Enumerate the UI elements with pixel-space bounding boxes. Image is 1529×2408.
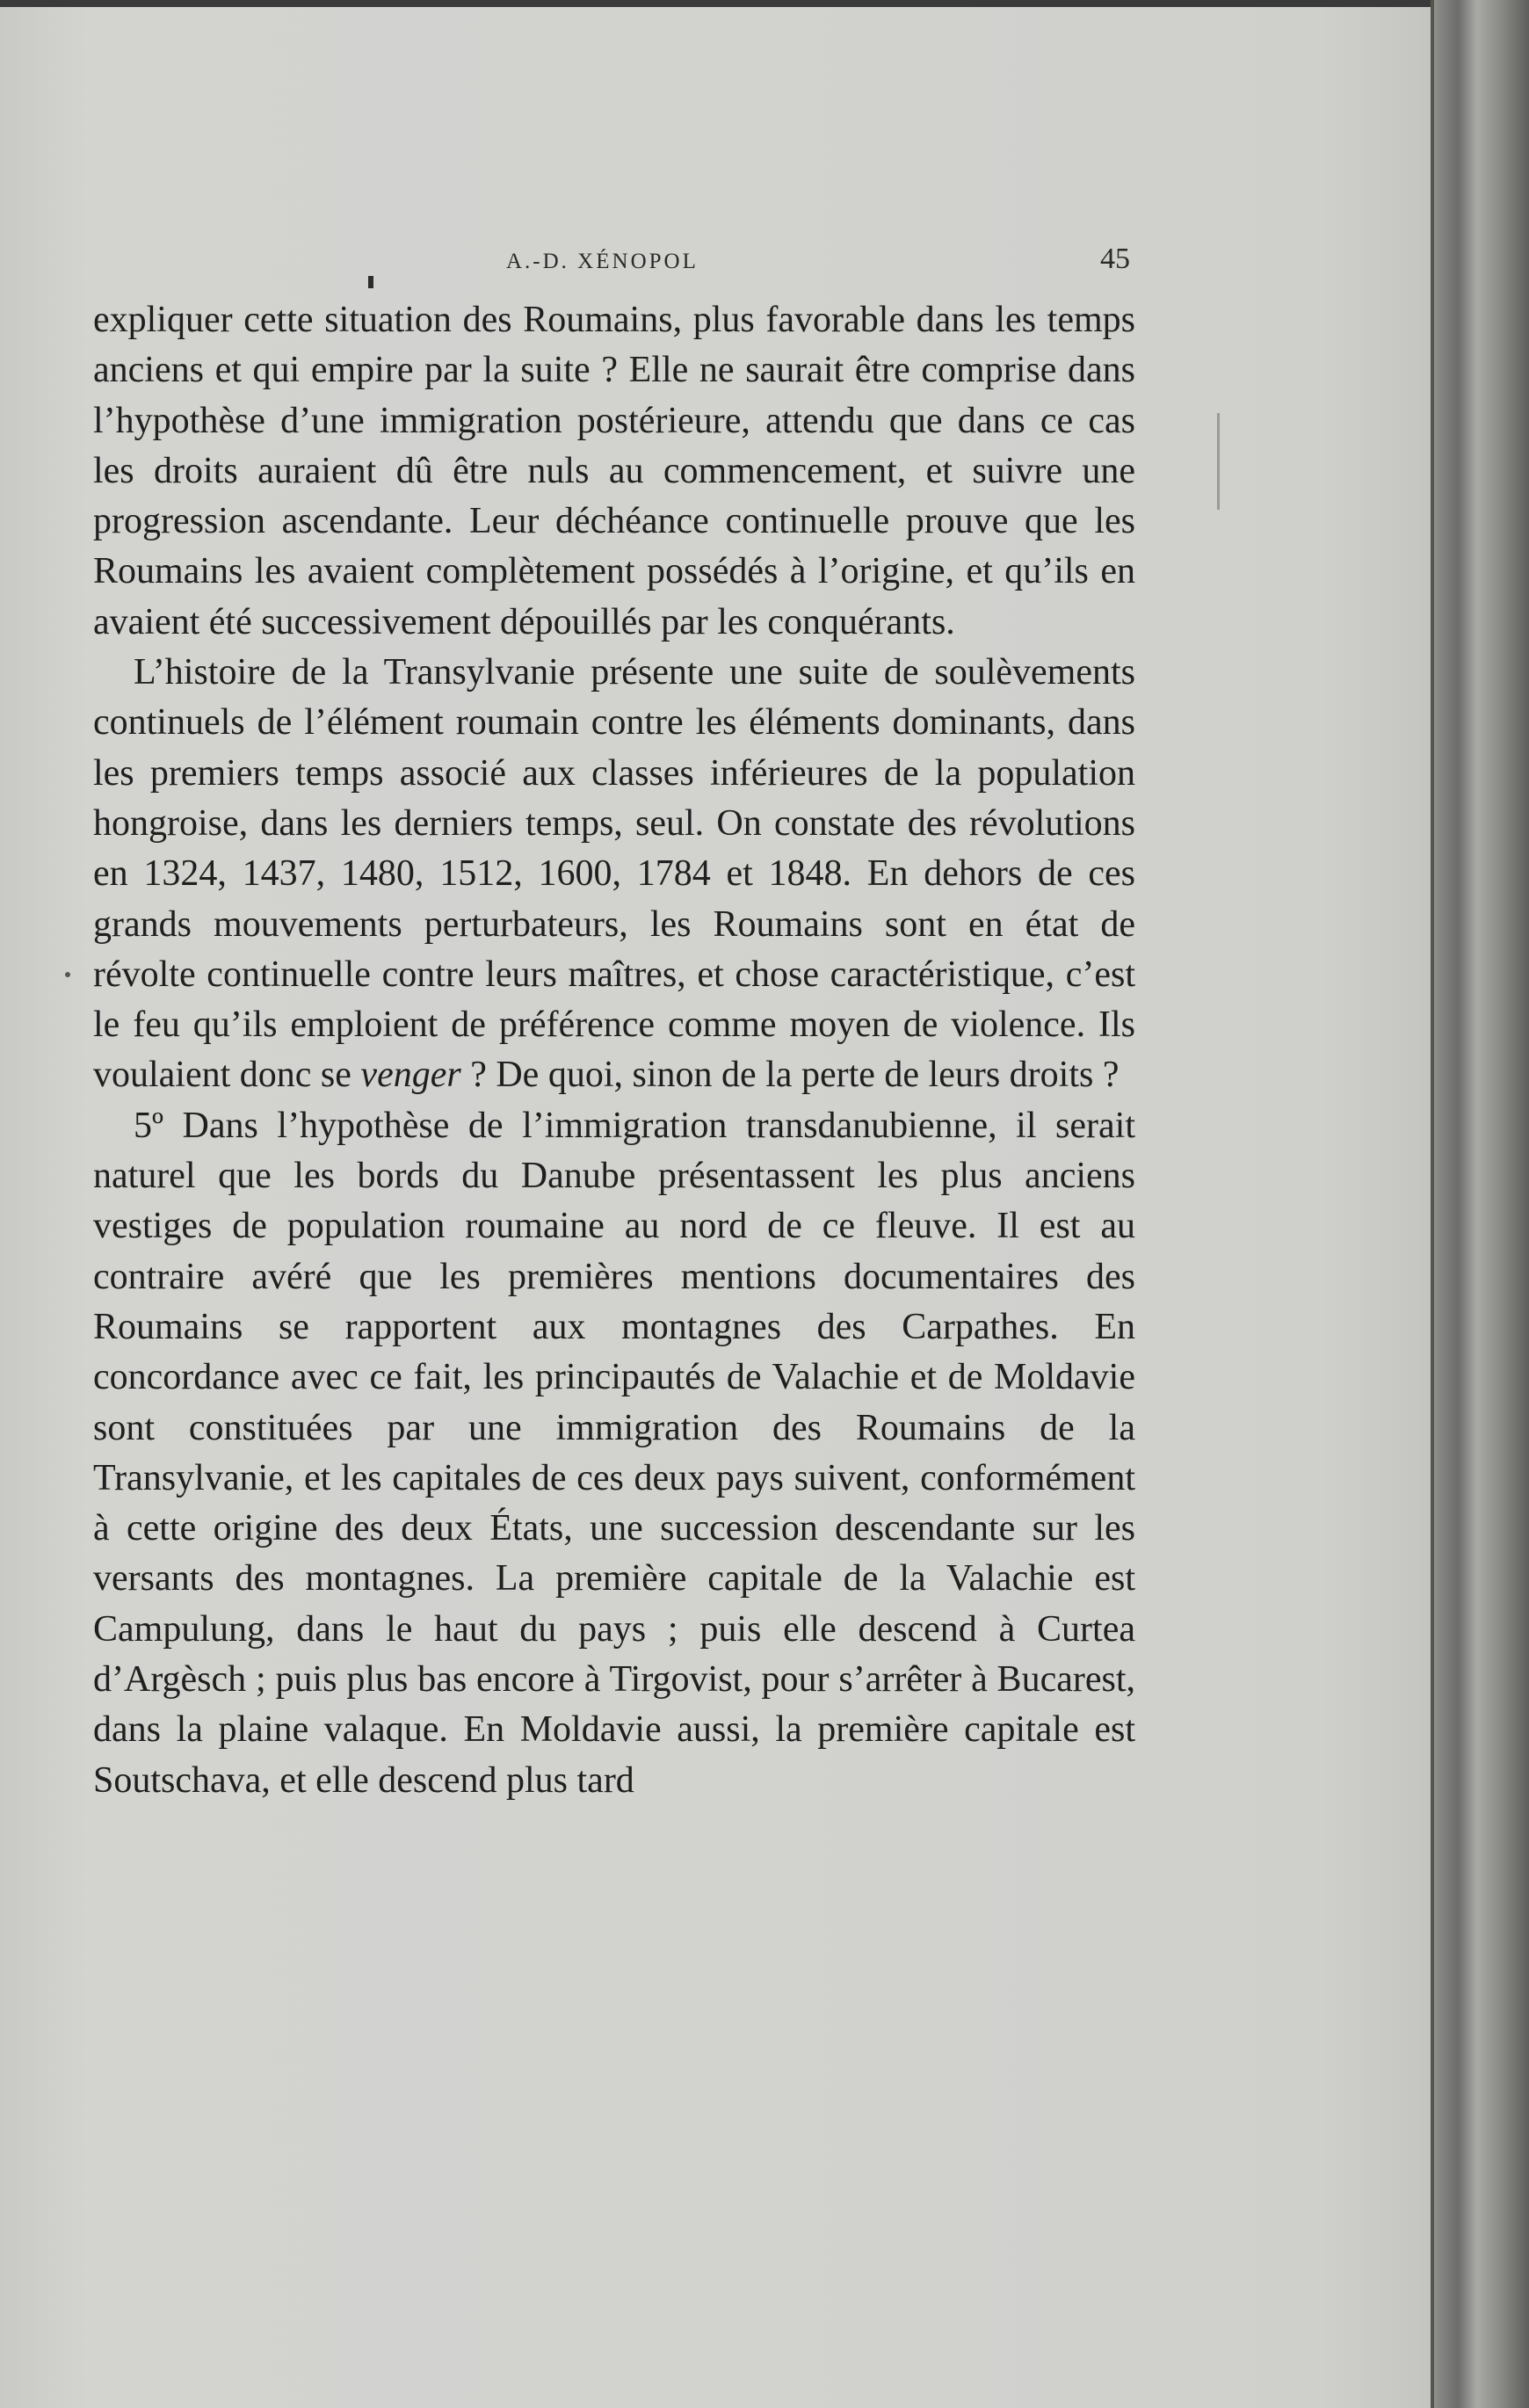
paragraph-2-text-a: L’histoire de la Transylvanie présente une suite de soulèvements continuels de l’élément roumain contre les éléments dominants, dans les premiers temps associé aux classes inférieures de la population hongroise, dans les derniers temps, seul. On constate des révolutions en 1324, 1437, 1480, 1512, 1600, 1784 et 1848. En dehors de ces grands mouvements perturbateurs, les Roumains sont en état de révolte continuelle contre leurs maîtres, et chose caractéristique, c’est le feu qu’ils emploient de préférence comme moyen de violence. Ils voulaient donc se xyxy=(93,652,1135,1096)
margin-pencil-mark xyxy=(1217,413,1220,510)
running-title: A.-D. XÉNOPOL xyxy=(506,250,699,273)
margin-dot-mark xyxy=(65,972,70,977)
page-top-edge xyxy=(0,0,1434,7)
paragraph-2-text-b: ? De quoi, sinon de la perte de leurs droits ? xyxy=(460,1055,1120,1096)
page-number: 45 xyxy=(1100,243,1130,275)
stray-ink-mark xyxy=(368,276,373,288)
paragraph-2-italic-word: venger xyxy=(360,1055,461,1096)
paragraph-3: 5º Dans l’hypothèse de l’immigration transdanubienne, il serait naturel que les bords du Danube présentassent les plus anciens vestiges de population roumaine au nord de ce fleuve. Il est au contraire avéré que les premières mentions documentaires des Roumains se rapportent aux montagnes des Carpathes. En concordance avec ce fait, les principautés de Valachie et de Moldavie sont constituées par une immigration des Roumains de la Transylvanie, et les capitales de ces deux pays suivent, conformément à cette origine des deux États, une succession descendante sur les versants des montagnes. La première capitale de la Valachie est Campulung, dans le haut du pays ; puis elle descend à Curtea d’Argèsch ; puis plus bas encore à Tirgovist, pour s’arrêter à Bucarest, dans la plaine valaque. En Moldavie aussi, la première capitale est Soutschava, et elle descend plus tard xyxy=(93,1105,1135,1801)
running-head xyxy=(93,243,1130,278)
book-spine xyxy=(1434,0,1529,2408)
paragraph-1: expliquer cette situation des Roumains, plus favorable dans les temps anciens et qui empire par la suite ? Elle ne saurait être comprise dans l’hypothèse d’une immigration postérieure, attendu que dans ce cas les droits auraient dû être nuls au commencement, et suivre une progression ascendante. Leur déchéance continuelle prouve que les Roumains les avaient complètement possédés à l’origine, et qu’ils en avaient été successivement dépouillés par les conquérants. xyxy=(93,300,1135,642)
page-text xyxy=(93,295,1135,1806)
paragraph-2 xyxy=(93,648,1135,1101)
